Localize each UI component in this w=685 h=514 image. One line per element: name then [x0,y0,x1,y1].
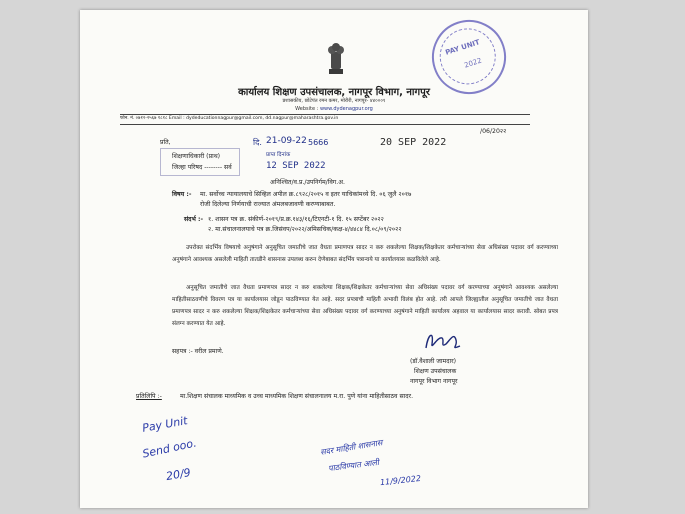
received-date: 12 SEP 2022 [266,161,326,171]
reference-code: अनिश्चित/व.प्र./उपनिर्गम/विग.अ. [270,179,345,186]
subject-label: विषय :- [172,191,192,198]
handwritten-note-date: 11/9/2022 [379,473,422,488]
state-emblem-icon [325,42,347,76]
dispatch-prefix: दि. [253,138,262,147]
inward-number: 5666 [308,138,329,147]
handwritten-note-line-1: सदर माहिती शासनास [319,438,383,457]
office-address: प्रशासकीय, छोटेपंत रमन कमर, मोरीरी, नागपूर- ४४०००१ [282,98,386,104]
signature-icon [420,326,466,356]
reference-number: /06/20२२ [480,128,507,135]
handwritten-note-line-2: पाठविण्यात आली [327,457,380,474]
stamp-inner-ring [432,21,503,92]
recipient-line-2: जिल्हा परिषद -------- सर्व [172,164,232,171]
dispatch-date: 21-09-22 [266,136,307,146]
copy-to-text: मा.शिक्षण संचालक माध्यमिक व उच्च माध्यमिक शिक्षण संचालनालय म.रा. पुणे यांना माहितीसाठव सादर. [180,393,414,400]
received-label: प्राप्त दिनांक [266,152,291,158]
contact-line: फोन. नं. ०७१२-२५६७ १८१८ Email : dydeducationnagpur@gmail.com, dd.nagpur@maharashtra.gov.in [120,116,339,121]
website-label: Website : [295,106,319,112]
references-label: संदर्भ :- [184,216,204,223]
website-line [80,106,588,112]
enclosure-note: सहपत्र :- वरील प्रमाणे. [172,348,224,355]
body-paragraph-2: अनुसूचित जमातीचे जात वैधता प्रमाणपत्र सादर न करु शकलेल्या शिक्षक/शिक्षकेतर कर्मचाऱ्यांच्या सेवा अधिसंख्य पदावर वर्ग करण्याच्या अनुषंगाने आवश्यक असलेल्या माहितीसाठवणीचे विवरण पत्र या कार्यालयास जोडून पाठविण्यात येत आहे. सदर प्रपत्राची माहिती अभावी विलंब होत आहे. तरी आपले जिल्ह्यातील अनुसूचित जमातीचे जात वैधता प्रमाणपत्र सादर न करु शकलेल्या शिक्षक/शिक्षकेतर कर्मचाऱ्यांच्या सेवा अधिसंख्य पदावर वर्ग करण्याच्या अनुषंगाने माहिती कार्यालय अहवाल या कार्यालयास सादर करावी. सोबत प्रपत्र संलग्न करण्यात येत आहे. [172,285,558,327]
date-stamp: 20 SEP 2022 [380,137,447,148]
copy-to-label: प्रतिलिपि :- [136,393,162,400]
handwritten-pay-unit: Pay Unit [141,414,189,435]
body-paragraph-1: उपरोक्त संदर्भिय विषयाचे अनुषंगाने अनुसूचित जमातीचे जात वैधता प्रमाणपत्र सादर न करु शकलेल्या शिक्षक/शिक्षकेतर कर्मचाऱ्यांच्या सेवा अधिसंख्य पदावर वर्ग करण्याच्या अनुषंगाने आवश्यक असलेली माहिती तातडीने शासनास उपलब्ध करुन देणेबाबत संदर्भिय पत्रान्वये या कार्यालयास कळविलेले आहे. [172,245,558,263]
subject-line-1: मा. सर्वोच्च न्यायालयाचे सिव्हिल अपील क्र.८९२८/२०१५ व इतर याचिकांमध्ये दि. ०६ जुलै २०१७ [200,191,412,198]
website-link[interactable]: www.dydenagpur.org [319,106,373,112]
header-rule [120,114,530,115]
handwritten-date-left: 20/9 [165,465,192,484]
signatory-name: (डॉ.वैशाली जामदार) [410,358,457,365]
contact-rule [120,124,530,125]
to-label: प्रति, [160,139,171,146]
reference-item-1: १. शासन पत्र क्र. संकीर्ण-२०१९/प्र.क्र.१४३/१६/टिएनटी-१ दि. १५ सप्टेंबर २०२२ [208,216,384,223]
recipient-line-1: शिक्षणाधिकारी (प्राथ) [172,153,221,160]
office-title: कार्यालय शिक्षण उपसंचालक, नागपूर विभाग, नागपूर [238,87,430,98]
subject-line-2: रोजी दिलेल्या निर्णयाची राज्यात अंमलबजावणी करण्याबाबत. [200,201,336,208]
stamp-text: PAY UNIT [444,38,481,57]
signatory-title: शिक्षण उपसंचालक [414,368,457,375]
document-page [80,10,588,508]
signatory-office: नागपूर विभाग नागपूर [410,378,458,385]
handwritten-send: Send ooo. [141,436,198,461]
stamp-date: 2022 [463,56,483,70]
reference-item-2: २. मा.संचालनालयाचे पत्र क्र.जिसंवप/२०२२/अमिसचिक/कक्ष-४/४४८४ दि.०८/०९/२०२२ [208,226,402,233]
